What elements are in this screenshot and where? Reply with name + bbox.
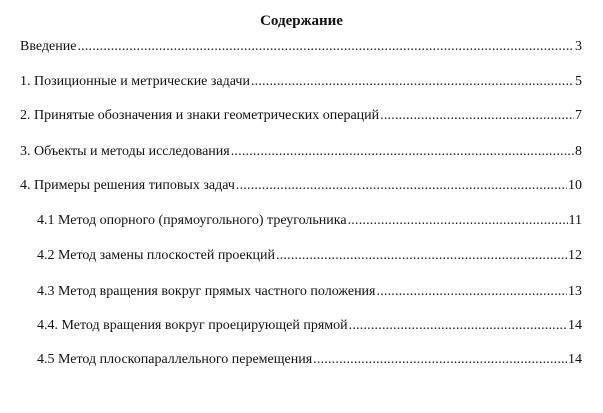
toc-entry-label: 4.2 Метод замены плоскостей проекций xyxy=(37,248,276,263)
toc-entry-page: 11 xyxy=(568,213,582,228)
toc-entry-section-4-1[interactable] xyxy=(37,212,582,230)
toc-entry-section-4-5[interactable] xyxy=(37,351,582,369)
toc-entry-section-2[interactable] xyxy=(20,107,582,125)
toc-entry-page: 5 xyxy=(575,74,582,89)
toc-entry-page: 12 xyxy=(568,248,582,263)
toc-entry-label: 3. Объекты и методы исследования xyxy=(20,144,230,159)
toc-entry-introduction[interactable] xyxy=(20,38,582,56)
dot-leader xyxy=(377,283,568,301)
toc-entry-section-4[interactable] xyxy=(20,177,582,195)
dot-leader xyxy=(77,38,574,56)
toc-entry-page: 14 xyxy=(568,318,582,333)
toc-entry-section-4-4[interactable] xyxy=(37,317,582,335)
toc-entry-label: 4.3 Метод вращения вокруг прямых частного положения xyxy=(37,284,376,299)
toc-entry-label: 4.1 Метод опорного (прямоугольного) треугольника xyxy=(37,213,347,228)
toc-entry-section-1[interactable] xyxy=(20,73,582,91)
toc-entry-label: 1. Позиционные и метрические задачи xyxy=(20,74,250,89)
toc-entry-section-4-2[interactable] xyxy=(37,247,582,265)
toc-entry-page: 8 xyxy=(575,144,582,159)
dot-leader xyxy=(231,143,574,161)
toc-entry-page: 10 xyxy=(568,178,582,193)
toc-entry-page: 7 xyxy=(575,108,582,123)
toc-entry-label: Введение xyxy=(20,39,77,54)
dot-leader xyxy=(380,107,574,125)
toc-entry-page: 13 xyxy=(568,284,582,299)
toc-title: Содержание xyxy=(260,13,343,29)
toc-entry-page: 14 xyxy=(568,352,582,367)
toc-entry-label: 2. Принятые обозначения и знаки геометрических операций xyxy=(20,108,380,123)
toc-entry-label: 4. Примеры решения типовых задач xyxy=(20,178,235,193)
toc-entry-page: 3 xyxy=(575,39,582,54)
dot-leader xyxy=(313,351,567,369)
toc-entry-label: 4.4. Метод вращения вокруг проецирующей прямой xyxy=(37,318,348,333)
toc-entry-section-4-3[interactable] xyxy=(37,283,582,301)
dot-leader xyxy=(236,177,567,195)
dot-leader xyxy=(276,247,567,265)
toc-entry-label: 4.5 Метод плоскопараллельного перемещения xyxy=(37,352,313,367)
dot-leader xyxy=(349,317,567,335)
dot-leader xyxy=(251,73,574,91)
toc-entry-section-3[interactable] xyxy=(20,143,582,161)
dot-leader xyxy=(348,212,568,230)
